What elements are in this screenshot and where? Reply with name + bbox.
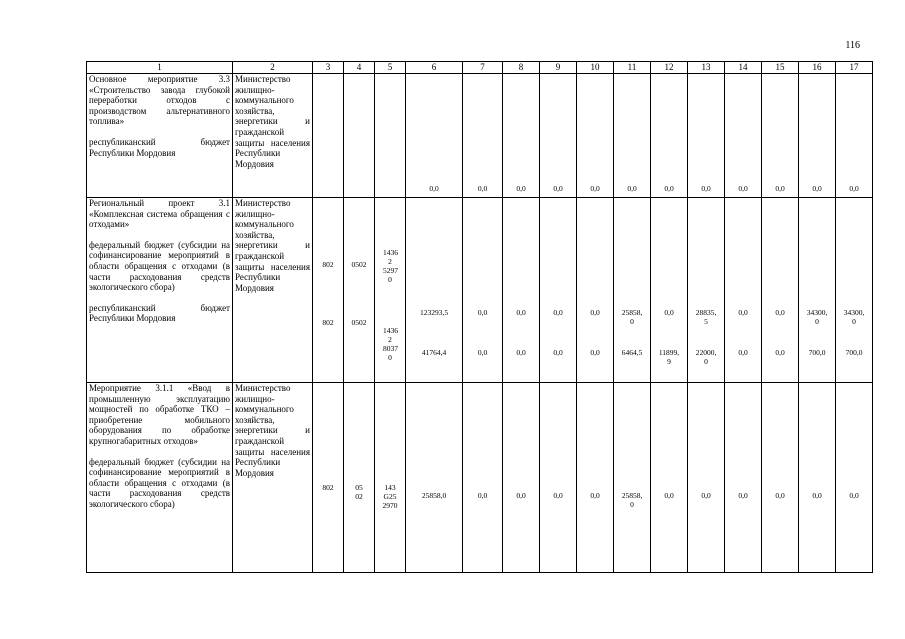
value: 25858, 0 xyxy=(621,491,643,509)
value: 6464,5 xyxy=(621,348,643,357)
value-cell xyxy=(725,74,762,198)
value-cell xyxy=(503,383,540,573)
funding-source: республиканский бюджет Республики Мордовия xyxy=(89,302,230,324)
value: 11899, 9 xyxy=(658,348,680,366)
budget-table xyxy=(86,61,873,573)
executor-cell xyxy=(233,383,313,573)
code-cell xyxy=(344,198,375,383)
header-cell: 1 xyxy=(87,62,233,74)
value-cell xyxy=(836,198,873,383)
value-cell xyxy=(688,383,725,573)
value: 0,0 xyxy=(664,491,674,500)
value: 0,0 xyxy=(738,491,748,500)
value-cell xyxy=(406,74,463,198)
value-cell xyxy=(540,74,577,198)
value: 0,0 xyxy=(664,308,674,317)
header-cell: 12 xyxy=(651,62,688,74)
funding-source: республиканский бюджет Республики Мордовия xyxy=(89,136,230,158)
value: 34300, 0 xyxy=(843,308,865,326)
code: 05 02 xyxy=(355,483,363,501)
value: 25858, 0 xyxy=(621,308,643,326)
value: 0,0 xyxy=(738,308,748,317)
header-cell: 5 xyxy=(375,62,406,74)
value: 25858,0 xyxy=(421,491,447,500)
header-cell: 16 xyxy=(799,62,836,74)
header-cell: 8 xyxy=(503,62,540,74)
value: 700,0 xyxy=(808,348,826,357)
value: 0,0 xyxy=(516,308,526,317)
value: 0,0 xyxy=(775,184,785,193)
value: 0,0 xyxy=(775,348,785,357)
value: 0,0 xyxy=(477,491,488,500)
code-cell xyxy=(313,383,344,573)
value-cell xyxy=(688,198,725,383)
value-cell xyxy=(651,74,688,198)
value: 0,0 xyxy=(516,184,526,193)
executor-name: Министерство жилищно-коммунального хозяйства, энергетики и гражданской защиты населения Республики Мордовия xyxy=(235,383,310,478)
value: 0,0 xyxy=(849,491,859,500)
value: 0,0 xyxy=(477,348,488,357)
header-cell: 9 xyxy=(540,62,577,74)
value-cell xyxy=(406,198,463,383)
value-cell xyxy=(540,198,577,383)
code: 143 G25 2970 xyxy=(382,483,398,510)
executor-name: Министерство жилищно-коммунального хозяйства, энергетики и гражданской защиты населения Республики Мордовия xyxy=(235,74,310,169)
code: 802 xyxy=(322,260,334,269)
measure-name: Основное мероприятие 3.3 «Строительство завода глубокой переработки отходов с производством альтернативного топлива» xyxy=(89,74,230,127)
code: 1436 2 8037 0 xyxy=(383,326,398,362)
value: 0,0 xyxy=(812,184,822,193)
funding-source: федеральный бюджет (субсидии на софинансирование мероприятий в области обращения с отходами (в части расходования средств экологического сбора) xyxy=(89,456,230,509)
measure-name: Региональный проект 3.1 «Комплексная система обращения с отходами» xyxy=(89,198,230,230)
executor-cell xyxy=(233,74,313,198)
value: 0,0 xyxy=(849,184,859,193)
measure-cell xyxy=(87,74,233,198)
value: 0,0 xyxy=(516,491,526,500)
code-cell xyxy=(375,198,406,383)
value: 41764,4 xyxy=(421,348,447,357)
value: 0,0 xyxy=(429,184,439,193)
value-cell xyxy=(614,383,651,573)
header-cell: 13 xyxy=(688,62,725,74)
value-cell xyxy=(577,198,614,383)
value: 0,0 xyxy=(775,308,785,317)
executor-name: Министерство жилищно-коммунального хозяйства, энергетики и гражданской защиты населения Республики Мордовия xyxy=(235,198,310,293)
value: 0,0 xyxy=(590,348,600,357)
value: 0,0 xyxy=(701,491,711,500)
value: 0,0 xyxy=(701,184,711,193)
header-cell: 3 xyxy=(313,62,344,74)
value-cell xyxy=(540,383,577,573)
value: 0,0 xyxy=(553,491,563,500)
value: 0,0 xyxy=(775,491,785,500)
code-cell xyxy=(344,383,375,573)
value-cell xyxy=(503,74,540,198)
measure-name: Мероприятие 3.1.1 «Ввод в промышленную эксплуатацию мощностей по обработке ТКО – приобретение мобильного оборудования по обработке крупногабаритных отходов» xyxy=(89,383,230,446)
value-cell xyxy=(762,383,799,573)
value-cell xyxy=(503,198,540,383)
code-cell xyxy=(313,74,344,198)
value-cell xyxy=(799,198,836,383)
executor-cell xyxy=(233,198,313,383)
value: 0,0 xyxy=(477,308,488,317)
value: 700,0 xyxy=(845,348,863,357)
header-cell: 2 xyxy=(233,62,313,74)
table-row xyxy=(87,198,873,383)
value: 0,0 xyxy=(812,491,822,500)
value-cell xyxy=(799,383,836,573)
value: 22000, 0 xyxy=(695,348,717,366)
value: 123293,5 xyxy=(419,308,449,317)
value-cell xyxy=(725,383,762,573)
value: 0,0 xyxy=(477,184,488,193)
value: 0,0 xyxy=(738,184,748,193)
header-cell: 6 xyxy=(406,62,463,74)
value-cell xyxy=(836,383,873,573)
value-cell xyxy=(836,74,873,198)
value-cell xyxy=(762,74,799,198)
value-cell xyxy=(614,198,651,383)
header-cell: 17 xyxy=(836,62,873,74)
code-cell xyxy=(344,74,375,198)
header-row xyxy=(87,62,873,74)
value-cell xyxy=(577,74,614,198)
measure-cell xyxy=(87,383,233,573)
value: 0,0 xyxy=(738,348,748,357)
value: 0,0 xyxy=(627,184,637,193)
code: 0502 xyxy=(351,260,367,269)
code: 802 xyxy=(322,483,334,492)
value: 0,0 xyxy=(553,348,563,357)
value: 0,0 xyxy=(516,348,526,357)
value-cell xyxy=(614,74,651,198)
value-cell xyxy=(463,74,503,198)
code: 0502 xyxy=(351,318,367,327)
code-cell xyxy=(375,383,406,573)
table-row xyxy=(87,383,873,573)
value-cell xyxy=(799,74,836,198)
header-cell: 11 xyxy=(614,62,651,74)
header-cell: 14 xyxy=(725,62,762,74)
value-cell xyxy=(463,383,503,573)
value-cell xyxy=(725,198,762,383)
measure-cell xyxy=(87,198,233,383)
header-cell: 7 xyxy=(463,62,503,74)
value: 34300, 0 xyxy=(806,308,828,326)
value-cell xyxy=(762,198,799,383)
code: 1436 2 5297 0 xyxy=(383,248,398,284)
value: 0,0 xyxy=(590,491,600,500)
funding-source: федеральный бюджет (субсидии на софинансирование мероприятий в области обращения с отходами (в части расходования средств экологического сбора) xyxy=(89,239,230,293)
page-number: 116 xyxy=(845,40,860,51)
value-cell xyxy=(651,383,688,573)
value-cell xyxy=(463,198,503,383)
code-cell xyxy=(375,74,406,198)
header-cell: 10 xyxy=(577,62,614,74)
value-cell xyxy=(688,74,725,198)
value: 28835, 5 xyxy=(695,308,717,326)
value-cell xyxy=(577,383,614,573)
table-row xyxy=(87,74,873,198)
value: 0,0 xyxy=(590,308,600,317)
code-cell xyxy=(313,198,344,383)
value: 0,0 xyxy=(664,184,674,193)
header-cell: 15 xyxy=(762,62,799,74)
value: 0,0 xyxy=(553,308,563,317)
value-cell xyxy=(651,198,688,383)
header-cell: 4 xyxy=(344,62,375,74)
value: 0,0 xyxy=(553,184,563,193)
value: 0,0 xyxy=(590,184,600,193)
value-cell xyxy=(406,383,463,573)
code: 802 xyxy=(322,318,334,327)
